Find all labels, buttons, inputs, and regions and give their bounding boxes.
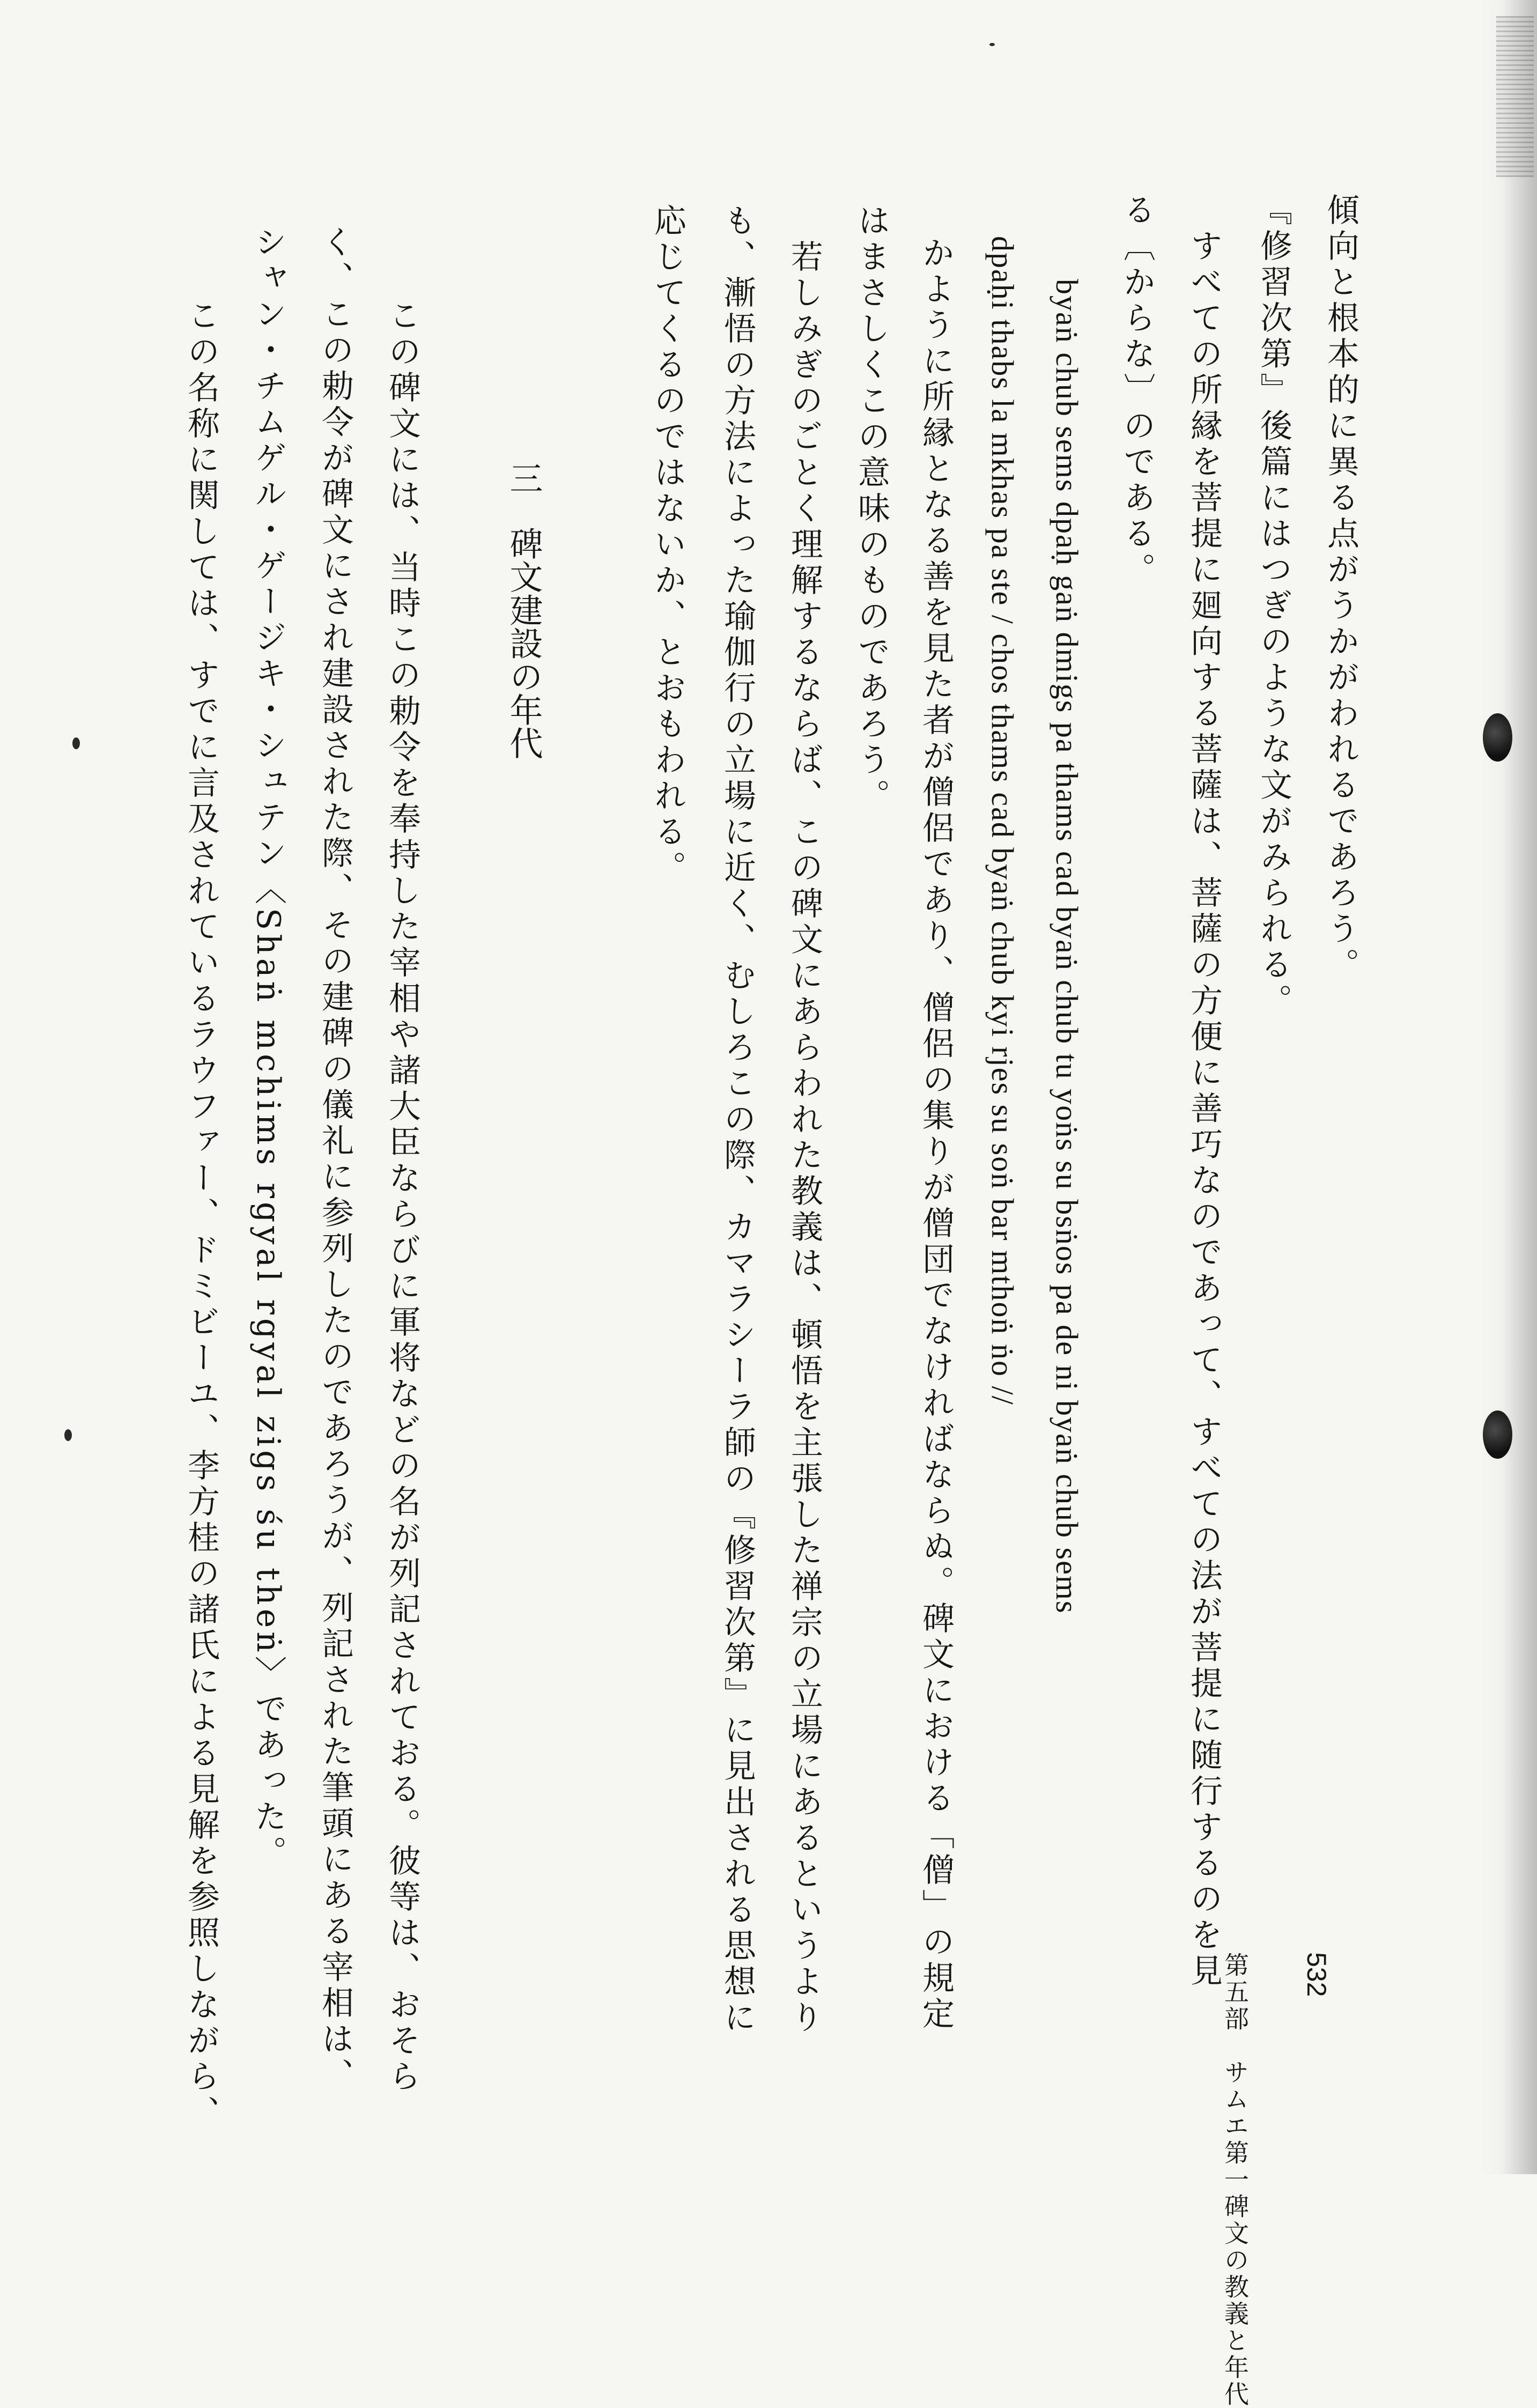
text-line-2: 『修習次第』後篇にはつぎのような文がみられる。 <box>1255 193 1292 1020</box>
text-line-11: 応じてくるのではないか、とおもわれる。 <box>649 204 686 887</box>
text-line-13: く、この勅令が碑文にされ建設された際、その建碑の儀礼に参列したのであろうが、列記された筆頭にある宰相は、 <box>316 225 354 2094</box>
text-line-7: かように所縁となる善を見た者が僧侶であり、僧侶の集りが僧団でなければならぬ。碑文における「僧」の規定 <box>917 236 955 2033</box>
binding-hole-mark <box>1483 713 1512 762</box>
tibetan-transliteration-line-1: byaṅ chub sems dpaḥ gaṅ dmigs pa thams cad byaṅ chub tu yoṅs su bsṅos pa de ni byaṅ chub sems <box>1050 279 1084 1614</box>
text-line-14: シャン・チムゲル・ゲージキ・シュテン〈Shaṅ mchims rgyal rgyal zigs śu theṅ〉であった。 <box>249 225 287 1872</box>
section-heading-title: 碑文建設の年代 <box>504 527 543 759</box>
scan-corner-noise <box>1496 16 1534 177</box>
binding-hole-mark <box>1483 1410 1512 1459</box>
page-edge-shadow <box>1478 0 1537 2174</box>
page-number: 532 <box>1302 1952 1332 1997</box>
text-line-3: すべての所縁を菩提に廻向する菩薩は、菩薩の方便に善巧なのであって、すべての法が菩提に随行するのを見 <box>1185 193 1223 1990</box>
text-line-15: この名称に関しては、すでに言及されているラウファー、ドミビーユ、李方桂の諸氏による見解を参照しながら、 <box>182 263 220 2131</box>
text-line-8: はまさしくこの意味のものであろう。 <box>853 204 890 815</box>
text-line-9: 若しみぎのごとく理解するならば、この碑文にあらわれた教義は、頓悟を主張した禅宗の立場にあるというより <box>786 204 823 2036</box>
tibetan-transliteration-line-2: dpaḥi thabs la mkhas pa ste / chos thams cad byaṅ chub kyi rjes su soṅ bar mthoṅ ṅo // <box>985 236 1020 1406</box>
scan-speck <box>64 1429 72 1441</box>
section-heading <box>504 461 543 759</box>
scan-speck <box>72 737 80 749</box>
text-line-12: この碑文には、当時この勅令を奉持した宰相や諸大臣ならびに軍将などの名が列記されておる。彼等は、おそら <box>383 263 421 2095</box>
running-header: 第五部 サムエ第一碑文の教義と年代 <box>1221 1952 1250 2408</box>
text-line-4: る〔からな〕のである。 <box>1118 193 1156 588</box>
scan-speck <box>989 43 995 46</box>
text-line-1: 傾向と根本的に異る点がうかがわれるであろう。 <box>1322 193 1359 984</box>
text-line-10: も、漸悟の方法によった瑜伽行の立場に近く、むしろこの際、カマラシーラ師の『修習次第』に見出される思想に <box>719 204 756 2036</box>
section-heading-number: 三 <box>504 461 543 494</box>
